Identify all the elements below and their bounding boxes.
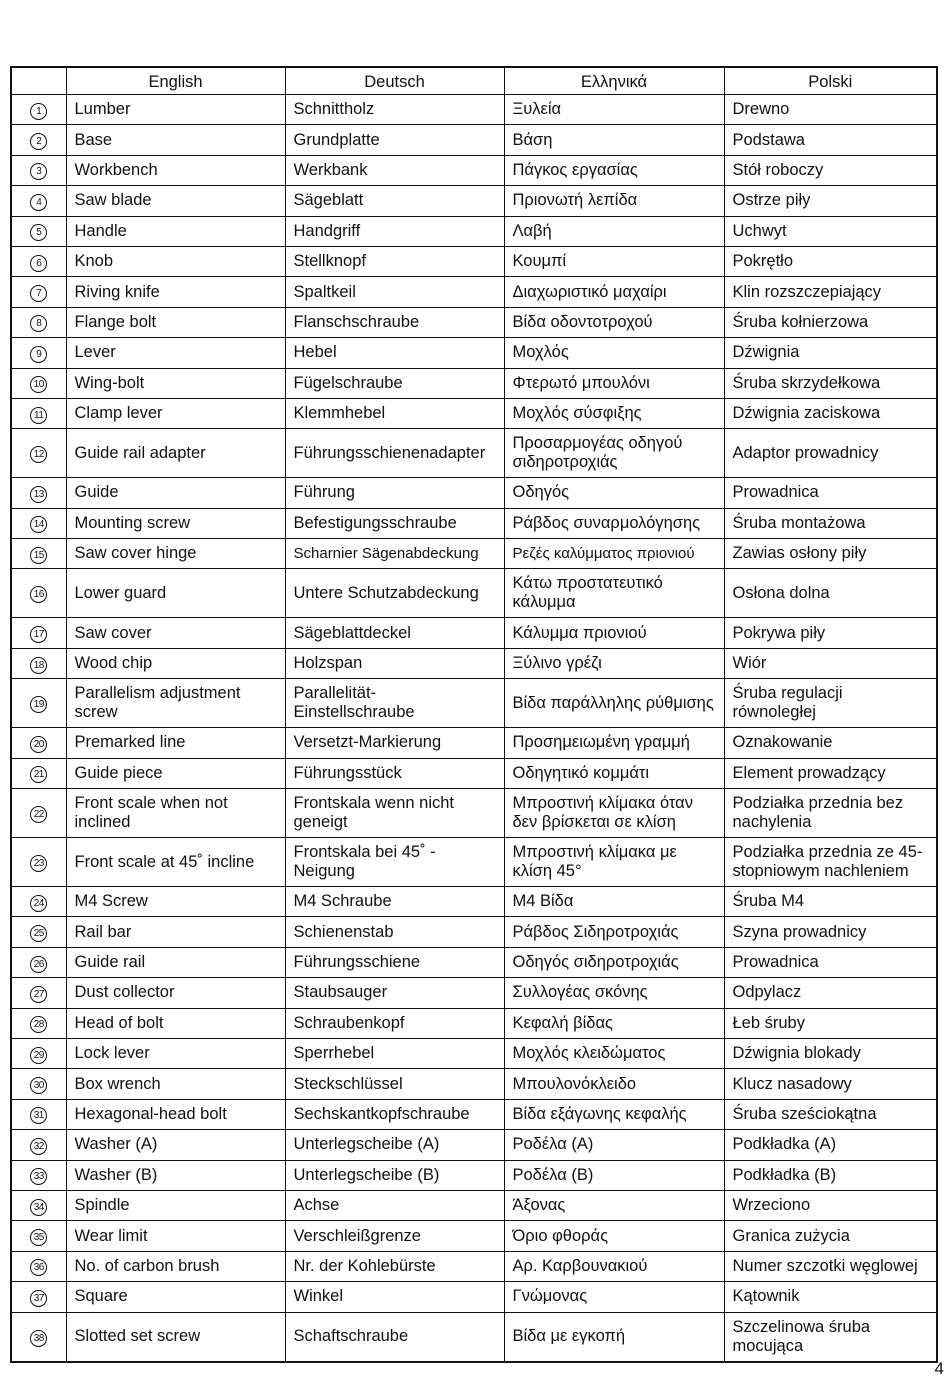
deutsch-term: Hebel [285, 338, 504, 368]
table-row [11, 1069, 937, 1099]
polski-term: Śruba M4 [724, 887, 937, 917]
deutsch-term: Frontskala bei 45˚ -Neigung [285, 838, 504, 887]
item-number-cell [11, 1008, 66, 1038]
item-number-cell [11, 679, 66, 728]
table-row [11, 368, 937, 398]
item-number-badge: 29 [30, 1047, 47, 1064]
table-row [11, 155, 937, 185]
english-term: Clamp lever [66, 398, 285, 428]
deutsch-term: Führung [285, 478, 504, 508]
deutsch-term: Holzspan [285, 648, 504, 678]
greek-term: Ράβδος Σιδηροτροχιάς [504, 917, 724, 947]
item-number-badge: 37 [30, 1290, 47, 1307]
table-row [11, 917, 937, 947]
english-term: Front scale when not inclined [66, 789, 285, 838]
english-term: Mounting screw [66, 508, 285, 538]
greek-term: Βίδα με εγκοπή [504, 1312, 724, 1362]
item-number-badge: 8 [30, 315, 47, 332]
greek-term: Ξυλεία [504, 95, 724, 125]
greek-term: Βάση [504, 125, 724, 155]
item-number-cell [11, 246, 66, 276]
deutsch-term: Sägeblattdeckel [285, 618, 504, 648]
english-term: Wear limit [66, 1221, 285, 1251]
greek-term: Αρ. Καρβουνακιού [504, 1251, 724, 1281]
polski-term: Podkładka (A) [724, 1130, 937, 1160]
polski-term: Dźwignia [724, 338, 937, 368]
polski-term: Adaptor prowadnicy [724, 429, 937, 478]
deutsch-term: Nr. der Kohlebürste [285, 1251, 504, 1281]
english-term: Spindle [66, 1190, 285, 1220]
english-term: Handle [66, 216, 285, 246]
deutsch-term: Steckschlüssel [285, 1069, 504, 1099]
polski-term: Podziałka przednia bez nachylenia [724, 789, 937, 838]
polski-term: Prowadnica [724, 478, 937, 508]
english-term: Front scale at 45˚ incline [66, 838, 285, 887]
table-row [11, 1130, 937, 1160]
greek-term: Προσημειωμένη γραμμή [504, 728, 724, 758]
deutsch-term: Sperrhebel [285, 1038, 504, 1068]
deutsch-term: Fügelschraube [285, 368, 504, 398]
polski-term: Wrzeciono [724, 1190, 937, 1220]
item-number-badge: 6 [30, 255, 47, 272]
english-term: Lumber [66, 95, 285, 125]
item-number-cell [11, 155, 66, 185]
item-number-badge: 4 [30, 194, 47, 211]
greek-term: Οδηγός σιδηροτροχιάς [504, 947, 724, 977]
english-term: Workbench [66, 155, 285, 185]
item-number-cell [11, 838, 66, 887]
polski-term: Pokrywa piły [724, 618, 937, 648]
deutsch-term: Schnittholz [285, 95, 504, 125]
english-term: Lower guard [66, 569, 285, 618]
table-row [11, 277, 937, 307]
greek-term: M4 Βίδα [504, 887, 724, 917]
polski-term: Śruba montażowa [724, 508, 937, 538]
item-number-cell [11, 1160, 66, 1190]
item-number-cell [11, 978, 66, 1008]
deutsch-term: Schienenstab [285, 917, 504, 947]
header-number [11, 67, 66, 95]
table-row [11, 1038, 937, 1068]
greek-term: Συλλογέας σκόνης [504, 978, 724, 1008]
english-term: Box wrench [66, 1069, 285, 1099]
greek-term: Κουμπί [504, 246, 724, 276]
table-row [11, 1221, 937, 1251]
item-number-cell [11, 307, 66, 337]
english-term: Saw cover [66, 618, 285, 648]
item-number-cell [11, 125, 66, 155]
polski-term: Śruba kołnierzowa [724, 307, 937, 337]
greek-term: Οδηγός [504, 478, 724, 508]
deutsch-term: Führungsschiene [285, 947, 504, 977]
polski-term: Granica zużycia [724, 1221, 937, 1251]
item-number-cell [11, 1251, 66, 1281]
english-term: Dust collector [66, 978, 285, 1008]
deutsch-term: Stellknopf [285, 246, 504, 276]
deutsch-term: Grundplatte [285, 125, 504, 155]
item-number-cell [11, 478, 66, 508]
deutsch-term: Sechskantkopfschraube [285, 1099, 504, 1129]
english-term: Parallelism adjustment screw [66, 679, 285, 728]
item-number-cell [11, 338, 66, 368]
deutsch-term: Winkel [285, 1282, 504, 1312]
header-greek: Ελληνικά [504, 67, 724, 95]
table-row [11, 947, 937, 977]
table-row [11, 478, 937, 508]
english-term: Lock lever [66, 1038, 285, 1068]
table-row [11, 1190, 937, 1220]
deutsch-term: Verschleißgrenze [285, 1221, 504, 1251]
item-number-badge: 20 [30, 736, 47, 753]
item-number-badge: 28 [30, 1016, 47, 1033]
deutsch-term: Versetzt-Markierung [285, 728, 504, 758]
greek-term: Μπροστινή κλίμακα όταν δεν βρίσκεται σε κλίση [504, 789, 724, 838]
item-number-cell [11, 1282, 66, 1312]
table-row [11, 978, 937, 1008]
item-number-cell [11, 539, 66, 569]
item-number-badge: 17 [30, 626, 47, 643]
english-term: Lever [66, 338, 285, 368]
table-row [11, 429, 937, 478]
item-number-badge: 26 [30, 956, 47, 973]
deutsch-term: Staubsauger [285, 978, 504, 1008]
item-number-badge: 5 [30, 224, 47, 241]
polski-term: Śruba regulacji równoległej [724, 679, 937, 728]
greek-term: Μπουλονόκλειδο [504, 1069, 724, 1099]
item-number-cell [11, 1221, 66, 1251]
item-number-cell [11, 1038, 66, 1068]
polski-term: Stół roboczy [724, 155, 937, 185]
greek-term: Ροδέλα (B) [504, 1160, 724, 1190]
deutsch-term: Klemmhebel [285, 398, 504, 428]
english-term: Premarked line [66, 728, 285, 758]
polski-term: Śruba sześciokątna [724, 1099, 937, 1129]
item-number-badge: 30 [30, 1077, 47, 1094]
english-term: Guide rail adapter [66, 429, 285, 478]
polski-term: Szyna prowadnicy [724, 917, 937, 947]
table-row [11, 338, 937, 368]
table-row [11, 1282, 937, 1312]
english-term: Flange bolt [66, 307, 285, 337]
deutsch-term: Spaltkeil [285, 277, 504, 307]
english-term: M4 Screw [66, 887, 285, 917]
greek-term: Διαχωριστικό μαχαίρι [504, 277, 724, 307]
table-row [11, 887, 937, 917]
table-row [11, 307, 937, 337]
polski-term: Podkładka (B) [724, 1160, 937, 1190]
table-row [11, 728, 937, 758]
header-deutsch: Deutsch [285, 67, 504, 95]
greek-term: Προσαρμογέας οδηγού σιδηροτροχιάς [504, 429, 724, 478]
english-term: Washer (B) [66, 1160, 285, 1190]
deutsch-term: Parallelität-Einstellschraube [285, 679, 504, 728]
polski-term: Klucz nasadowy [724, 1069, 937, 1099]
item-number-cell [11, 917, 66, 947]
deutsch-term: Scharnier Sägenabdeckung [285, 539, 504, 569]
greek-term: Ξύλινο γρέζι [504, 648, 724, 678]
item-number-badge: 34 [30, 1199, 47, 1216]
deutsch-term: Führungsstück [285, 758, 504, 788]
table-row [11, 1312, 937, 1362]
table-row [11, 758, 937, 788]
greek-term: Μοχλός σύσφιξης [504, 398, 724, 428]
english-term: Saw cover hinge [66, 539, 285, 569]
english-term: Riving knife [66, 277, 285, 307]
item-number-badge: 19 [30, 696, 47, 713]
item-number-cell [11, 758, 66, 788]
polski-term: Odpylacz [724, 978, 937, 1008]
polski-term: Podziałka przednia ze 45-stopniowym nachleniem [724, 838, 937, 887]
table-row [11, 539, 937, 569]
table-row [11, 246, 937, 276]
english-term: Hexagonal-head bolt [66, 1099, 285, 1129]
item-number-badge: 12 [30, 446, 47, 463]
table-row [11, 618, 937, 648]
polski-term: Dźwignia zaciskowa [724, 398, 937, 428]
deutsch-term: Unterlegscheibe (B) [285, 1160, 504, 1190]
item-number-cell [11, 95, 66, 125]
page-number: 4 [934, 1359, 944, 1378]
english-term: Guide rail [66, 947, 285, 977]
polski-term: Numer szczotki węglowej [724, 1251, 937, 1281]
polski-term: Osłona dolna [724, 569, 937, 618]
polski-term: Podstawa [724, 125, 937, 155]
parts-glossary-table [10, 66, 938, 1363]
header-english: English [66, 67, 285, 95]
english-term: Guide [66, 478, 285, 508]
item-number-badge: 24 [30, 895, 47, 912]
polski-term: Dźwignia blokady [724, 1038, 937, 1068]
header-polski: Polski [724, 67, 937, 95]
item-number-badge: 1 [30, 103, 47, 120]
table-row [11, 648, 937, 678]
table-row [11, 679, 937, 728]
english-term: Wood chip [66, 648, 285, 678]
polski-term: Kątownik [724, 1282, 937, 1312]
english-term: No. of carbon brush [66, 1251, 285, 1281]
polski-term: Pokrętło [724, 246, 937, 276]
deutsch-term: Sägeblatt [285, 186, 504, 216]
item-number-cell [11, 1130, 66, 1160]
deutsch-term: Frontskala wenn nicht geneigt [285, 789, 504, 838]
english-term: Washer (A) [66, 1130, 285, 1160]
deutsch-term: Untere Schutzabdeckung [285, 569, 504, 618]
polski-term: Ostrze piły [724, 186, 937, 216]
item-number-badge: 11 [30, 407, 47, 424]
deutsch-term: Schraubenkopf [285, 1008, 504, 1038]
deutsch-term: Werkbank [285, 155, 504, 185]
polski-term: Uchwyt [724, 216, 937, 246]
item-number-badge: 13 [30, 486, 47, 503]
item-number-cell [11, 947, 66, 977]
polski-term: Łeb śruby [724, 1008, 937, 1038]
polski-term: Drewno [724, 95, 937, 125]
item-number-badge: 35 [30, 1229, 47, 1246]
english-term: Wing-bolt [66, 368, 285, 398]
greek-term: Μοχλός [504, 338, 724, 368]
deutsch-term: Flanschschraube [285, 307, 504, 337]
table-row [11, 569, 937, 618]
item-number-badge: 27 [30, 986, 47, 1003]
english-term: Slotted set screw [66, 1312, 285, 1362]
table-row [11, 95, 937, 125]
item-number-badge: 31 [30, 1107, 47, 1124]
polski-term: Szczelinowa śruba mocująca [724, 1312, 937, 1362]
table-row [11, 125, 937, 155]
item-number-cell [11, 728, 66, 758]
item-number-badge: 33 [30, 1168, 47, 1185]
polski-term: Śruba skrzydełkowa [724, 368, 937, 398]
table-row [11, 1251, 937, 1281]
greek-term: Βίδα εξάγωνης κεφαλής [504, 1099, 724, 1129]
greek-term: Κάλυμμα πριονιού [504, 618, 724, 648]
greek-term: Ρεζές καλύμματος πριονιού [504, 539, 724, 569]
greek-term: Βίδα οδοντοτροχού [504, 307, 724, 337]
deutsch-term: M4 Schraube [285, 887, 504, 917]
polski-term: Zawias osłony piły [724, 539, 937, 569]
greek-term: Μοχλός κλειδώματος [504, 1038, 724, 1068]
item-number-cell [11, 569, 66, 618]
greek-term: Φτερωτό μπουλόνι [504, 368, 724, 398]
item-number-badge: 14 [30, 516, 47, 533]
item-number-cell [11, 1069, 66, 1099]
item-number-badge: 15 [30, 547, 47, 564]
item-number-cell [11, 1190, 66, 1220]
item-number-badge: 38 [30, 1330, 47, 1347]
item-number-cell [11, 1099, 66, 1129]
item-number-badge: 18 [30, 657, 47, 674]
english-term: Square [66, 1282, 285, 1312]
item-number-badge: 25 [30, 925, 47, 942]
greek-term: Όριο φθοράς [504, 1221, 724, 1251]
item-number-badge: 9 [30, 346, 47, 363]
greek-term: Κάτω προστατευτικό κάλυμμα [504, 569, 724, 618]
item-number-cell [11, 186, 66, 216]
deutsch-term: Schaftschraube [285, 1312, 504, 1362]
deutsch-term: Handgriff [285, 216, 504, 246]
item-number-badge: 16 [30, 586, 47, 603]
item-number-cell [11, 216, 66, 246]
deutsch-term: Achse [285, 1190, 504, 1220]
item-number-badge: 36 [30, 1259, 47, 1276]
greek-term: Βίδα παράλληλης ρύθμισης [504, 679, 724, 728]
table-row [11, 1160, 937, 1190]
item-number-badge: 10 [30, 376, 47, 393]
polski-term: Prowadnica [724, 947, 937, 977]
item-number-cell [11, 1312, 66, 1362]
table-row [11, 186, 937, 216]
greek-term: Οδηγητικό κομμάτι [504, 758, 724, 788]
item-number-cell [11, 368, 66, 398]
table-row [11, 789, 937, 838]
polski-term: Element prowadzący [724, 758, 937, 788]
greek-term: Γνώμονας [504, 1282, 724, 1312]
item-number-cell [11, 648, 66, 678]
greek-term: Λαβή [504, 216, 724, 246]
item-number-badge: 23 [30, 855, 47, 872]
table-row [11, 1008, 937, 1038]
greek-term: Ροδέλα (A) [504, 1130, 724, 1160]
table-row [11, 216, 937, 246]
item-number-cell [11, 789, 66, 838]
polski-term: Oznakowanie [724, 728, 937, 758]
deutsch-term: Führungsschienenadapter [285, 429, 504, 478]
deutsch-term: Unterlegscheibe (A) [285, 1130, 504, 1160]
item-number-badge: 21 [30, 766, 47, 783]
polski-term: Klin rozszczepiający [724, 277, 937, 307]
item-number-badge: 2 [30, 133, 47, 150]
item-number-cell [11, 887, 66, 917]
english-term: Base [66, 125, 285, 155]
table-body [11, 95, 937, 1362]
greek-term: Ράβδος συναρμολόγησης [504, 508, 724, 538]
item-number-cell [11, 398, 66, 428]
greek-term: Άξονας [504, 1190, 724, 1220]
greek-term: Κεφαλή βίδας [504, 1008, 724, 1038]
english-term: Guide piece [66, 758, 285, 788]
item-number-cell [11, 618, 66, 648]
item-number-cell [11, 277, 66, 307]
greek-term: Πριονωτή λεπίδα [504, 186, 724, 216]
table-row [11, 1099, 937, 1129]
english-term: Head of bolt [66, 1008, 285, 1038]
item-number-badge: 3 [30, 163, 47, 180]
item-number-cell [11, 429, 66, 478]
item-number-badge: 7 [30, 285, 47, 302]
item-number-badge: 22 [30, 806, 47, 823]
deutsch-term: Befestigungsschraube [285, 508, 504, 538]
english-term: Rail bar [66, 917, 285, 947]
item-number-badge: 32 [30, 1138, 47, 1155]
english-term: Saw blade [66, 186, 285, 216]
table-row [11, 398, 937, 428]
table-row [11, 508, 937, 538]
item-number-cell [11, 508, 66, 538]
english-term: Knob [66, 246, 285, 276]
table-header-row [11, 67, 937, 95]
polski-term: Wiór [724, 648, 937, 678]
greek-term: Πάγκος εργασίας [504, 155, 724, 185]
greek-term: Μπροστινή κλίμακα με κλίση 45° [504, 838, 724, 887]
table-row [11, 838, 937, 887]
